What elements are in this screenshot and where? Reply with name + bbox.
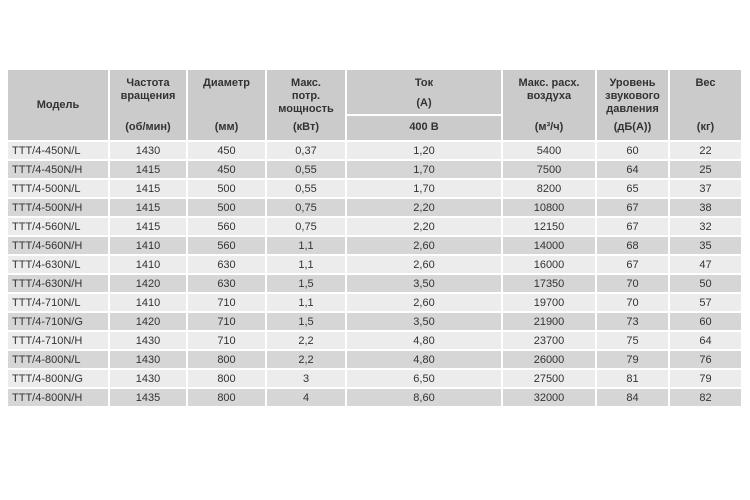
value-cell: 3,50 — [347, 275, 501, 292]
column-title: Частота вращения — [120, 77, 176, 102]
value-cell: 27500 — [503, 370, 595, 387]
model-cell: TTT/4-800N/H — [8, 389, 108, 406]
model-cell: TTT/4-560N/L — [8, 218, 108, 235]
model-cell: TTT/4-450N/H — [8, 161, 108, 178]
column-unit: (дБ(А)) — [613, 121, 652, 133]
value-cell: 17350 — [503, 275, 595, 292]
column-title: Модель — [36, 99, 80, 111]
table-row — [8, 218, 741, 235]
model-cell: TTT/4-630N/H — [8, 275, 108, 292]
value-cell: 1410 — [110, 256, 186, 273]
table-row — [8, 313, 741, 330]
current-voltage-subheader: 400 В — [409, 121, 439, 133]
value-cell: 1,20 — [347, 142, 501, 159]
value-cell: 79 — [670, 370, 741, 387]
value-cell: 1430 — [110, 351, 186, 368]
table-row — [8, 370, 741, 387]
value-cell: 67 — [597, 218, 668, 235]
model-cell: TTT/4-500N/H — [8, 199, 108, 216]
value-cell: 64 — [670, 332, 741, 349]
current-header-top — [347, 70, 501, 116]
table-row — [8, 199, 741, 216]
column-header-max-airflow — [503, 70, 595, 140]
value-cell: 0,55 — [267, 180, 345, 197]
value-cell: 710 — [188, 294, 265, 311]
value-cell: 0,75 — [267, 199, 345, 216]
value-cell: 1,1 — [267, 294, 345, 311]
column-unit: (мм) — [214, 121, 239, 133]
value-cell: 500 — [188, 199, 265, 216]
value-cell: 1415 — [110, 180, 186, 197]
model-cell: TTT/4-800N/L — [8, 351, 108, 368]
value-cell: 630 — [188, 275, 265, 292]
column-title: Макс. расх. воздуха — [518, 77, 580, 102]
column-title: Уровень звукового давления — [605, 77, 660, 115]
value-cell: 1430 — [110, 142, 186, 159]
column-unit: (кг) — [696, 121, 715, 133]
table-row — [8, 142, 741, 159]
value-cell: 23700 — [503, 332, 595, 349]
value-cell: 47 — [670, 256, 741, 273]
value-cell: 1,70 — [347, 161, 501, 178]
column-header-speed — [110, 70, 186, 140]
column-title: Ток — [414, 77, 434, 89]
value-cell: 76 — [670, 351, 741, 368]
model-cell: TTT/4-710N/G — [8, 313, 108, 330]
model-cell: TTT/4-560N/H — [8, 237, 108, 254]
value-cell: 68 — [597, 237, 668, 254]
table-header — [8, 70, 741, 140]
model-cell: TTT/4-630N/L — [8, 256, 108, 273]
table-row — [8, 351, 741, 368]
value-cell: 21900 — [503, 313, 595, 330]
column-unit: (кВт) — [292, 121, 320, 133]
value-cell: 800 — [188, 351, 265, 368]
table-row — [8, 275, 741, 292]
value-cell: 19700 — [503, 294, 595, 311]
value-cell: 0,37 — [267, 142, 345, 159]
value-cell: 25 — [670, 161, 741, 178]
value-cell: 2,2 — [267, 332, 345, 349]
value-cell: 35 — [670, 237, 741, 254]
value-cell: 1,5 — [267, 275, 345, 292]
value-cell: 560 — [188, 237, 265, 254]
column-header-model — [8, 70, 108, 140]
value-cell: 75 — [597, 332, 668, 349]
column-header-sound-pressure — [597, 70, 668, 140]
column-title: Диаметр — [203, 77, 250, 89]
column-header-max-power — [267, 70, 345, 140]
value-cell: 7500 — [503, 161, 595, 178]
value-cell: 8200 — [503, 180, 595, 197]
value-cell: 60 — [670, 313, 741, 330]
value-cell: 50 — [670, 275, 741, 292]
value-cell: 84 — [597, 389, 668, 406]
value-cell: 65 — [597, 180, 668, 197]
value-cell: 1415 — [110, 218, 186, 235]
model-cell: TTT/4-710N/L — [8, 294, 108, 311]
value-cell: 1420 — [110, 275, 186, 292]
value-cell: 67 — [597, 199, 668, 216]
value-cell: 1410 — [110, 237, 186, 254]
table-row — [8, 332, 741, 349]
column-header-current — [347, 70, 501, 140]
value-cell: 67 — [597, 256, 668, 273]
column-title: Вес — [695, 77, 716, 89]
column-unit: (об/мин) — [125, 121, 171, 133]
value-cell: 800 — [188, 370, 265, 387]
value-cell: 710 — [188, 313, 265, 330]
value-cell: 2,2 — [267, 351, 345, 368]
value-cell: 37 — [670, 180, 741, 197]
value-cell: 82 — [670, 389, 741, 406]
model-cell: TTT/4-450N/L — [8, 142, 108, 159]
value-cell: 1430 — [110, 332, 186, 349]
value-cell: 6,50 — [347, 370, 501, 387]
table-row — [8, 389, 741, 406]
value-cell: 1415 — [110, 161, 186, 178]
value-cell: 450 — [188, 142, 265, 159]
value-cell: 0,55 — [267, 161, 345, 178]
value-cell: 1,1 — [267, 237, 345, 254]
table-row — [8, 180, 741, 197]
value-cell: 1420 — [110, 313, 186, 330]
value-cell: 2,60 — [347, 256, 501, 273]
value-cell: 0,75 — [267, 218, 345, 235]
value-cell: 10800 — [503, 199, 595, 216]
value-cell: 2,20 — [347, 218, 501, 235]
value-cell: 5400 — [503, 142, 595, 159]
value-cell: 70 — [597, 275, 668, 292]
value-cell: 8,60 — [347, 389, 501, 406]
value-cell: 2,60 — [347, 237, 501, 254]
value-cell: 2,20 — [347, 199, 501, 216]
fan-spec-table — [6, 68, 743, 408]
model-cell: TTT/4-710N/H — [8, 332, 108, 349]
table-row — [8, 237, 741, 254]
value-cell: 81 — [597, 370, 668, 387]
value-cell: 1430 — [110, 370, 186, 387]
model-cell: TTT/4-800N/G — [8, 370, 108, 387]
value-cell: 26000 — [503, 351, 595, 368]
value-cell: 14000 — [503, 237, 595, 254]
value-cell: 57 — [670, 294, 741, 311]
value-cell: 3 — [267, 370, 345, 387]
value-cell: 450 — [188, 161, 265, 178]
value-cell: 1435 — [110, 389, 186, 406]
value-cell: 32000 — [503, 389, 595, 406]
value-cell: 630 — [188, 256, 265, 273]
value-cell: 4,80 — [347, 332, 501, 349]
column-title: Макс. потр. мощность — [278, 77, 334, 115]
value-cell: 79 — [597, 351, 668, 368]
value-cell: 4 — [267, 389, 345, 406]
model-cell: TTT/4-500N/L — [8, 180, 108, 197]
value-cell: 800 — [188, 389, 265, 406]
value-cell: 710 — [188, 332, 265, 349]
value-cell: 73 — [597, 313, 668, 330]
table-row — [8, 161, 741, 178]
column-unit: (А) — [416, 97, 432, 109]
column-header-weight — [670, 70, 741, 140]
value-cell: 1,5 — [267, 313, 345, 330]
value-cell: 1415 — [110, 199, 186, 216]
value-cell: 1,70 — [347, 180, 501, 197]
table-row — [8, 256, 741, 273]
value-cell: 500 — [188, 180, 265, 197]
table-body — [8, 142, 741, 406]
value-cell: 22 — [670, 142, 741, 159]
table-row — [8, 294, 741, 311]
value-cell: 32 — [670, 218, 741, 235]
value-cell: 1,1 — [267, 256, 345, 273]
value-cell: 16000 — [503, 256, 595, 273]
value-cell: 1410 — [110, 294, 186, 311]
value-cell: 4,80 — [347, 351, 501, 368]
value-cell: 2,60 — [347, 294, 501, 311]
value-cell: 64 — [597, 161, 668, 178]
value-cell: 12150 — [503, 218, 595, 235]
value-cell: 60 — [597, 142, 668, 159]
value-cell: 3,50 — [347, 313, 501, 330]
column-unit: (м³/ч) — [534, 121, 564, 133]
value-cell: 38 — [670, 199, 741, 216]
column-header-diameter — [188, 70, 265, 140]
value-cell: 70 — [597, 294, 668, 311]
value-cell: 560 — [188, 218, 265, 235]
